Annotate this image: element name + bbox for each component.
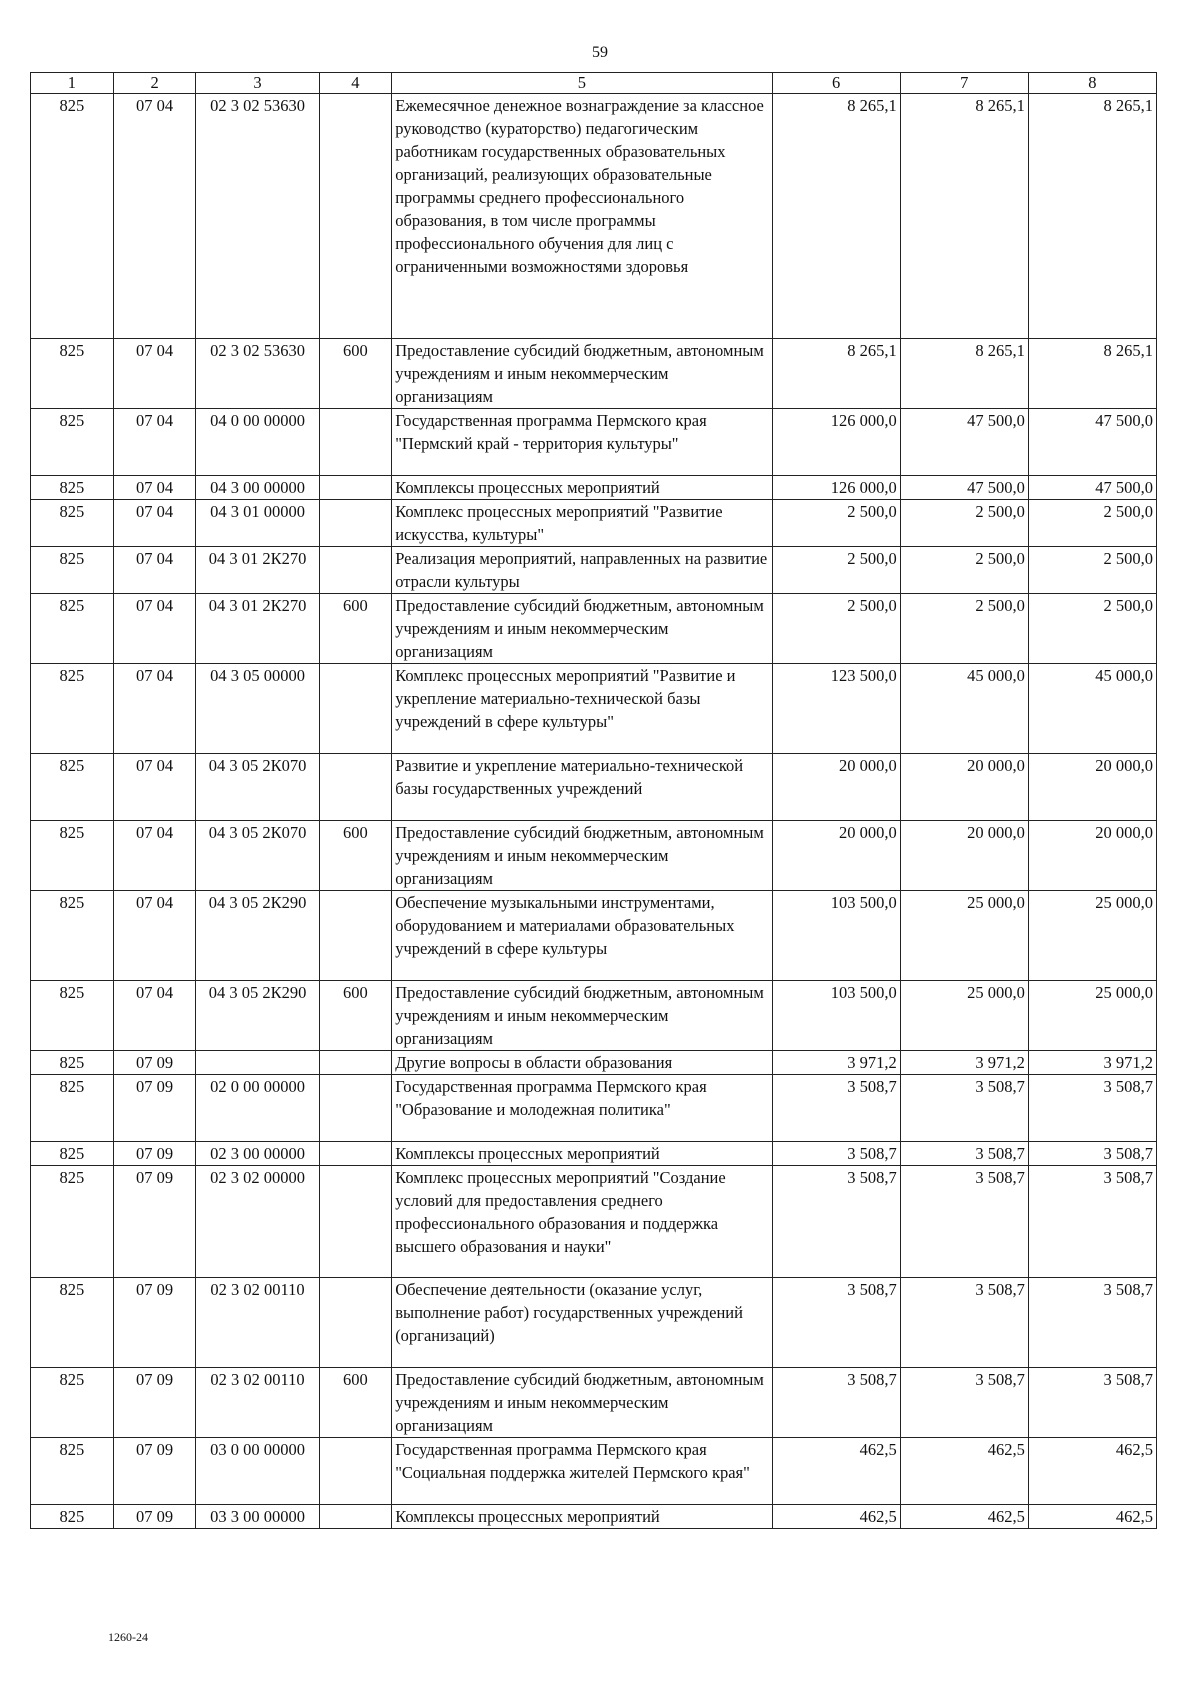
- cell-target-code: 02 3 02 00000: [196, 1166, 319, 1278]
- table-row: [31, 981, 1157, 1051]
- cell-amount-col8: 2 500,0: [1028, 547, 1156, 594]
- cell-ministry-code: 825: [31, 1051, 114, 1075]
- cell-ministry-code: 825: [31, 476, 114, 500]
- cell-section-code: 07 04: [113, 547, 196, 594]
- cell-description: Предоставление субсидий бюджетным, автономным учреждениям и иным некоммерческим организациям: [392, 981, 772, 1051]
- cell-target-code: 02 3 02 00110: [196, 1368, 319, 1438]
- cell-expense-type: [319, 891, 392, 981]
- cell-description: Ежемесячное денежное вознаграждение за классное руководство (кураторство) педагогическим работникам государственных образовательных организаций, реализующих образовательные программы среднего профессионального образования, в том числе программы профессионального обучения для лиц с ограниченными возможностями здоровья: [392, 94, 772, 339]
- cell-amount-col6: 2 500,0: [772, 594, 900, 664]
- budget-table: [30, 72, 1157, 1529]
- cell-amount-col7: 47 500,0: [900, 476, 1028, 500]
- cell-amount-col7: 3 508,7: [900, 1368, 1028, 1438]
- table-row: [31, 547, 1157, 594]
- cell-section-code: 07 09: [113, 1051, 196, 1075]
- cell-amount-col6: 3 971,2: [772, 1051, 900, 1075]
- cell-amount-col7: 2 500,0: [900, 594, 1028, 664]
- cell-amount-col6: 3 508,7: [772, 1075, 900, 1142]
- cell-section-code: 07 09: [113, 1505, 196, 1529]
- cell-amount-col6: 3 508,7: [772, 1142, 900, 1166]
- cell-amount-col8: 47 500,0: [1028, 409, 1156, 476]
- cell-amount-col7: 2 500,0: [900, 500, 1028, 547]
- cell-expense-type: 600: [319, 981, 392, 1051]
- cell-description: Комплексы процессных мероприятий: [392, 1142, 772, 1166]
- cell-target-code: 04 3 01 00000: [196, 500, 319, 547]
- cell-description: Комплекс процессных мероприятий "Развитие искусства, культуры": [392, 500, 772, 547]
- cell-section-code: 07 04: [113, 476, 196, 500]
- table-row: [31, 754, 1157, 821]
- table-row: [31, 1505, 1157, 1529]
- table-row: [31, 500, 1157, 547]
- cell-section-code: 07 04: [113, 981, 196, 1051]
- cell-amount-col6: 123 500,0: [772, 664, 900, 754]
- cell-expense-type: [319, 1438, 392, 1505]
- cell-amount-col7: 3 508,7: [900, 1166, 1028, 1278]
- cell-amount-col6: 3 508,7: [772, 1368, 900, 1438]
- cell-amount-col6: 2 500,0: [772, 547, 900, 594]
- cell-section-code: 07 04: [113, 594, 196, 664]
- cell-amount-col7: 25 000,0: [900, 891, 1028, 981]
- cell-target-code: 04 3 05 00000: [196, 664, 319, 754]
- cell-amount-col8: 8 265,1: [1028, 339, 1156, 409]
- cell-expense-type: [319, 94, 392, 339]
- cell-amount-col8: 3 508,7: [1028, 1166, 1156, 1278]
- cell-ministry-code: 825: [31, 1166, 114, 1278]
- cell-expense-type: 600: [319, 339, 392, 409]
- cell-amount-col8: 20 000,0: [1028, 821, 1156, 891]
- cell-description: Государственная программа Пермского края "Пермский край - территория культуры": [392, 409, 772, 476]
- cell-description: Предоставление субсидий бюджетным, автономным учреждениям и иным некоммерческим организациям: [392, 339, 772, 409]
- table-row: [31, 1142, 1157, 1166]
- cell-amount-col7: 3 508,7: [900, 1075, 1028, 1142]
- table-row: [31, 94, 1157, 339]
- cell-amount-col6: 103 500,0: [772, 981, 900, 1051]
- cell-section-code: 07 09: [113, 1166, 196, 1278]
- cell-section-code: 07 04: [113, 339, 196, 409]
- cell-amount-col7: 8 265,1: [900, 94, 1028, 339]
- cell-amount-col7: 462,5: [900, 1505, 1028, 1529]
- cell-ministry-code: 825: [31, 547, 114, 594]
- cell-target-code: 02 3 00 00000: [196, 1142, 319, 1166]
- cell-amount-col8: 3 508,7: [1028, 1142, 1156, 1166]
- cell-description: Предоставление субсидий бюджетным, автономным учреждениям и иным некоммерческим организациям: [392, 1368, 772, 1438]
- column-header: 2: [113, 73, 196, 94]
- cell-section-code: 07 04: [113, 821, 196, 891]
- column-header: 6: [772, 73, 900, 94]
- cell-description: Комплексы процессных мероприятий: [392, 1505, 772, 1529]
- cell-expense-type: [319, 1051, 392, 1075]
- cell-section-code: 07 04: [113, 664, 196, 754]
- cell-amount-col7: 2 500,0: [900, 547, 1028, 594]
- cell-amount-col6: 2 500,0: [772, 500, 900, 547]
- cell-expense-type: [319, 500, 392, 547]
- cell-section-code: 07 09: [113, 1438, 196, 1505]
- cell-amount-col8: 3 508,7: [1028, 1278, 1156, 1368]
- cell-description: Предоставление субсидий бюджетным, автономным учреждениям и иным некоммерческим организациям: [392, 821, 772, 891]
- cell-amount-col7: 3 508,7: [900, 1142, 1028, 1166]
- table-row: [31, 1368, 1157, 1438]
- cell-ministry-code: 825: [31, 754, 114, 821]
- page-number: 59: [592, 44, 608, 61]
- cell-description: Предоставление субсидий бюджетным, автономным учреждениям и иным некоммерческим организациям: [392, 594, 772, 664]
- cell-expense-type: [319, 1278, 392, 1368]
- cell-amount-col8: 25 000,0: [1028, 891, 1156, 981]
- table-row: [31, 1051, 1157, 1075]
- cell-expense-type: [319, 1166, 392, 1278]
- cell-amount-col8: 45 000,0: [1028, 664, 1156, 754]
- cell-ministry-code: 825: [31, 339, 114, 409]
- cell-amount-col7: 45 000,0: [900, 664, 1028, 754]
- cell-ministry-code: 825: [31, 664, 114, 754]
- column-header: 1: [31, 73, 114, 94]
- cell-amount-col6: 20 000,0: [772, 821, 900, 891]
- cell-expense-type: [319, 409, 392, 476]
- cell-description: Государственная программа Пермского края "Социальная поддержка жителей Пермского края": [392, 1438, 772, 1505]
- footer-code: 1260-24: [108, 1630, 148, 1644]
- table-row: [31, 1075, 1157, 1142]
- cell-expense-type: [319, 1505, 392, 1529]
- cell-target-code: 02 3 02 53630: [196, 339, 319, 409]
- cell-ministry-code: 825: [31, 1368, 114, 1438]
- cell-expense-type: 600: [319, 821, 392, 891]
- cell-expense-type: [319, 476, 392, 500]
- cell-ministry-code: 825: [31, 1278, 114, 1368]
- cell-expense-type: [319, 664, 392, 754]
- column-header: 8: [1028, 73, 1156, 94]
- cell-target-code: 04 0 00 00000: [196, 409, 319, 476]
- table-row: [31, 821, 1157, 891]
- cell-section-code: 07 04: [113, 409, 196, 476]
- cell-amount-col8: 3 508,7: [1028, 1075, 1156, 1142]
- cell-ministry-code: 825: [31, 1075, 114, 1142]
- column-header: 5: [392, 73, 772, 94]
- cell-target-code: 04 3 01 2К270: [196, 547, 319, 594]
- table-row: [31, 476, 1157, 500]
- cell-amount-col8: 462,5: [1028, 1505, 1156, 1529]
- cell-amount-col6: 20 000,0: [772, 754, 900, 821]
- cell-description: Комплекс процессных мероприятий "Создание условий для предоставления среднего профессионального образования и поддержка высшего образования и науки": [392, 1166, 772, 1278]
- cell-amount-col6: 3 508,7: [772, 1166, 900, 1278]
- cell-section-code: 07 04: [113, 754, 196, 821]
- cell-expense-type: [319, 1075, 392, 1142]
- cell-ministry-code: 825: [31, 821, 114, 891]
- cell-section-code: 07 09: [113, 1368, 196, 1438]
- cell-amount-col7: 462,5: [900, 1438, 1028, 1505]
- cell-target-code: 03 3 00 00000: [196, 1505, 319, 1529]
- cell-ministry-code: 825: [31, 891, 114, 981]
- cell-amount-col8: 462,5: [1028, 1438, 1156, 1505]
- cell-amount-col8: 25 000,0: [1028, 981, 1156, 1051]
- cell-amount-col6: 8 265,1: [772, 339, 900, 409]
- column-header: 3: [196, 73, 319, 94]
- cell-amount-col6: 3 508,7: [772, 1278, 900, 1368]
- cell-ministry-code: 825: [31, 94, 114, 339]
- cell-amount-col6: 103 500,0: [772, 891, 900, 981]
- cell-target-code: 04 3 05 2К070: [196, 754, 319, 821]
- cell-target-code: [196, 1051, 319, 1075]
- cell-ministry-code: 825: [31, 1142, 114, 1166]
- column-header: 7: [900, 73, 1028, 94]
- cell-section-code: 07 04: [113, 94, 196, 339]
- cell-ministry-code: 825: [31, 981, 114, 1051]
- cell-description: Комплексы процессных мероприятий: [392, 476, 772, 500]
- cell-amount-col6: 462,5: [772, 1438, 900, 1505]
- cell-target-code: 04 3 00 00000: [196, 476, 319, 500]
- cell-expense-type: [319, 547, 392, 594]
- cell-amount-col8: 2 500,0: [1028, 500, 1156, 547]
- cell-target-code: 04 3 01 2К270: [196, 594, 319, 664]
- cell-amount-col6: 462,5: [772, 1505, 900, 1529]
- column-header: 4: [319, 73, 392, 94]
- table-row: [31, 1438, 1157, 1505]
- cell-amount-col8: 20 000,0: [1028, 754, 1156, 821]
- cell-expense-type: 600: [319, 594, 392, 664]
- cell-amount-col7: 47 500,0: [900, 409, 1028, 476]
- cell-ministry-code: 825: [31, 594, 114, 664]
- cell-target-code: 04 3 05 2К290: [196, 891, 319, 981]
- cell-description: Обеспечение музыкальными инструментами, оборудованием и материалами образовательных учреждений в сфере культуры: [392, 891, 772, 981]
- cell-target-code: 02 0 00 00000: [196, 1075, 319, 1142]
- cell-target-code: 04 3 05 2К070: [196, 821, 319, 891]
- table-row: [31, 339, 1157, 409]
- cell-description: Обеспечение деятельности (оказание услуг, выполнение работ) государственных учреждений (организаций): [392, 1278, 772, 1368]
- cell-description: Комплекс процессных мероприятий "Развитие и укрепление материально-технической базы учреждений в сфере культуры": [392, 664, 772, 754]
- cell-ministry-code: 825: [31, 1505, 114, 1529]
- cell-amount-col7: 3 971,2: [900, 1051, 1028, 1075]
- cell-amount-col8: 3 508,7: [1028, 1368, 1156, 1438]
- table-row: [31, 1278, 1157, 1368]
- table-row: [31, 891, 1157, 981]
- cell-description: Реализация мероприятий, направленных на развитие отрасли культуры: [392, 547, 772, 594]
- cell-section-code: 07 09: [113, 1278, 196, 1368]
- cell-ministry-code: 825: [31, 1438, 114, 1505]
- cell-amount-col6: 126 000,0: [772, 409, 900, 476]
- cell-amount-col8: 3 971,2: [1028, 1051, 1156, 1075]
- cell-expense-type: [319, 754, 392, 821]
- cell-expense-type: 600: [319, 1368, 392, 1438]
- cell-target-code: 02 3 02 00110: [196, 1278, 319, 1368]
- cell-section-code: 07 09: [113, 1142, 196, 1166]
- table-row: [31, 1166, 1157, 1278]
- cell-amount-col7: 20 000,0: [900, 821, 1028, 891]
- cell-amount-col8: 8 265,1: [1028, 94, 1156, 339]
- cell-section-code: 07 09: [113, 1075, 196, 1142]
- cell-description: Развитие и укрепление материально-технической базы государственных учреждений: [392, 754, 772, 821]
- cell-description: Государственная программа Пермского края "Образование и молодежная политика": [392, 1075, 772, 1142]
- cell-target-code: 04 3 05 2К290: [196, 981, 319, 1051]
- cell-description: Другие вопросы в области образования: [392, 1051, 772, 1075]
- cell-amount-col7: 3 508,7: [900, 1278, 1028, 1368]
- cell-ministry-code: 825: [31, 500, 114, 547]
- table-row: [31, 409, 1157, 476]
- cell-target-code: 02 3 02 53630: [196, 94, 319, 339]
- cell-amount-col8: 47 500,0: [1028, 476, 1156, 500]
- cell-section-code: 07 04: [113, 500, 196, 547]
- cell-amount-col6: 8 265,1: [772, 94, 900, 339]
- cell-amount-col7: 25 000,0: [900, 981, 1028, 1051]
- cell-amount-col7: 8 265,1: [900, 339, 1028, 409]
- table-row: [31, 594, 1157, 664]
- cell-expense-type: [319, 1142, 392, 1166]
- cell-target-code: 03 0 00 00000: [196, 1438, 319, 1505]
- cell-amount-col6: 126 000,0: [772, 476, 900, 500]
- cell-section-code: 07 04: [113, 891, 196, 981]
- cell-amount-col7: 20 000,0: [900, 754, 1028, 821]
- header-row: [31, 73, 1157, 94]
- table-row: [31, 664, 1157, 754]
- cell-amount-col8: 2 500,0: [1028, 594, 1156, 664]
- cell-ministry-code: 825: [31, 409, 114, 476]
